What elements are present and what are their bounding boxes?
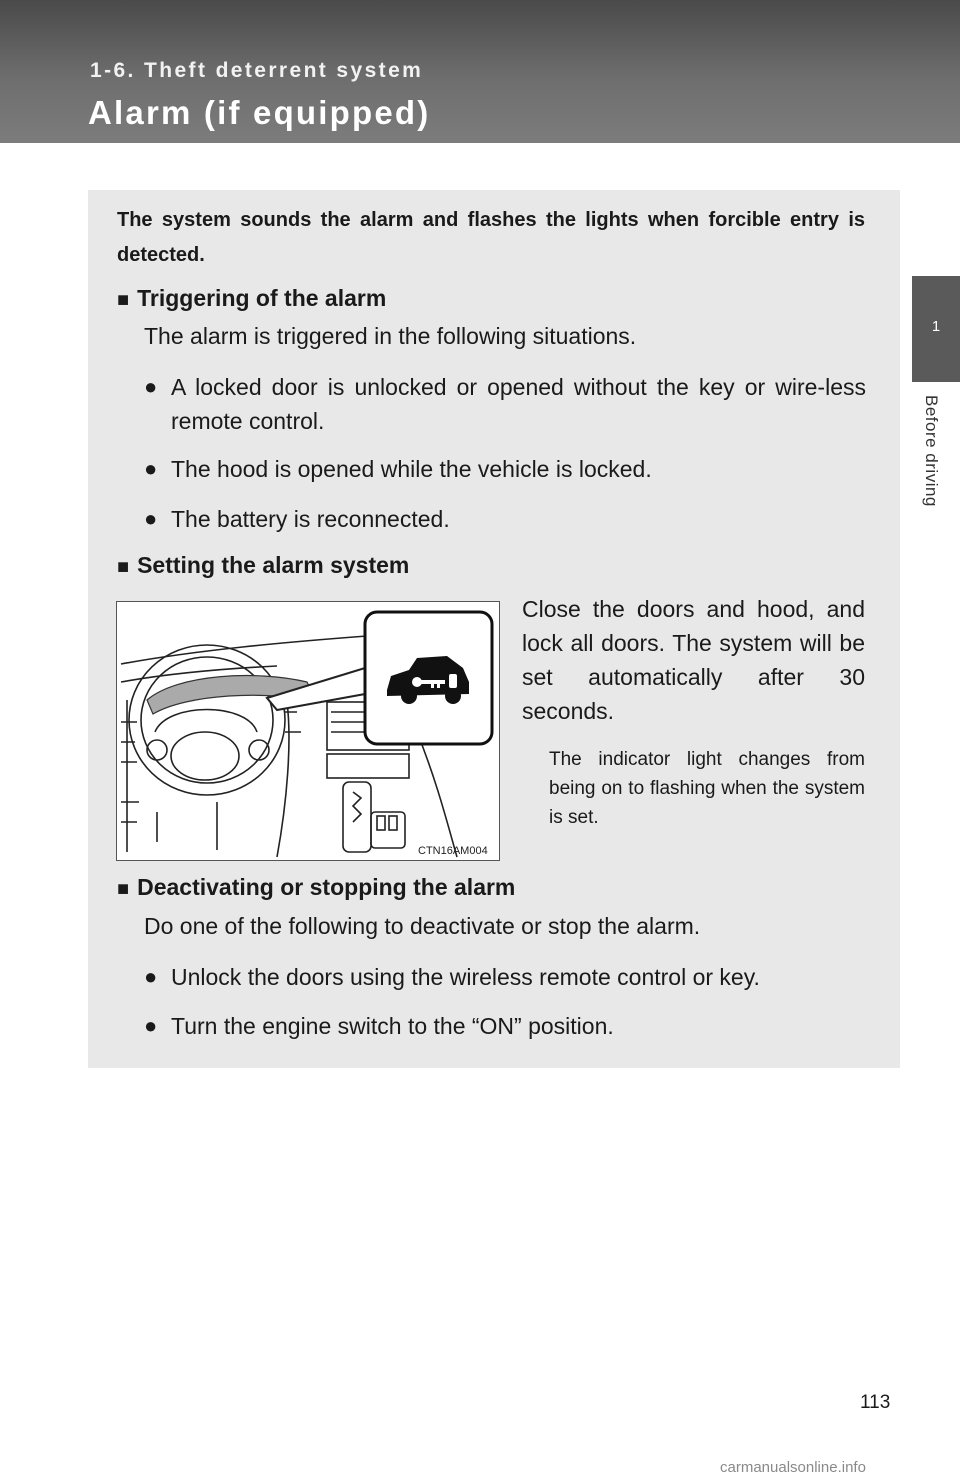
list-item-text: Unlock the doors using the wireless remote control or key.	[171, 964, 760, 990]
list-item-text: The hood is opened while the vehicle is locked.	[171, 456, 652, 482]
square-bullet-icon: ■	[117, 556, 130, 578]
heading-deactivating	[117, 874, 515, 901]
list-item	[144, 960, 866, 994]
bullet-dot-icon: ●	[144, 506, 158, 531]
bullet-dot-icon: ●	[144, 456, 158, 481]
page-number: 113	[860, 1392, 891, 1413]
page-title: Alarm (if equipped)	[88, 94, 431, 131]
heading-text: Deactivating or stopping the alarm	[137, 874, 516, 900]
intro-text: The system sounds the alarm and flashes the lights when forcible entry is detected.	[117, 209, 865, 266]
list-item-text: A locked door is unlocked or opened without the key or wire-less remote control.	[171, 374, 866, 434]
heading-triggering	[117, 285, 386, 312]
chapter-label: Before driving	[922, 395, 941, 507]
dashboard-drawing	[117, 602, 500, 861]
list-item-text: Turn the engine switch to the “ON” position.	[171, 1013, 614, 1039]
list-item	[144, 1009, 866, 1043]
watermark-text: carmanualsonline.info	[720, 1459, 866, 1476]
list-item	[144, 502, 866, 536]
deactivating-text: Do one of the following to deactivate or stop the alarm.	[144, 913, 701, 939]
heading-text: Setting the alarm system	[137, 552, 410, 578]
bullet-dot-icon: ●	[144, 374, 158, 399]
heading-text: Triggering of the alarm	[137, 285, 387, 311]
chapter-number: 1	[931, 318, 941, 335]
square-bullet-icon: ■	[117, 878, 130, 900]
list-item	[144, 370, 866, 438]
section-label: 1-6. Theft deterrent system	[90, 59, 424, 82]
square-bullet-icon: ■	[117, 289, 130, 311]
setting-text: Close the doors and hood, and lock all doors. The system will be set automatically after 30 seconds.	[522, 596, 865, 724]
bullet-dot-icon: ●	[144, 1013, 158, 1038]
bullet-dot-icon: ●	[144, 964, 158, 989]
setting-note: The indicator light changes from being on to flashing when the system is set.	[549, 749, 865, 828]
list-item	[144, 452, 866, 486]
list-item-text: The battery is reconnected.	[171, 506, 450, 532]
heading-setting	[117, 552, 409, 579]
chapter-tab	[912, 276, 960, 382]
figure-code: CTN16AM004	[418, 845, 488, 857]
triggering-text: The alarm is triggered in the following situations.	[144, 323, 637, 349]
page-header	[0, 0, 960, 143]
dashboard-illustration	[116, 601, 500, 861]
